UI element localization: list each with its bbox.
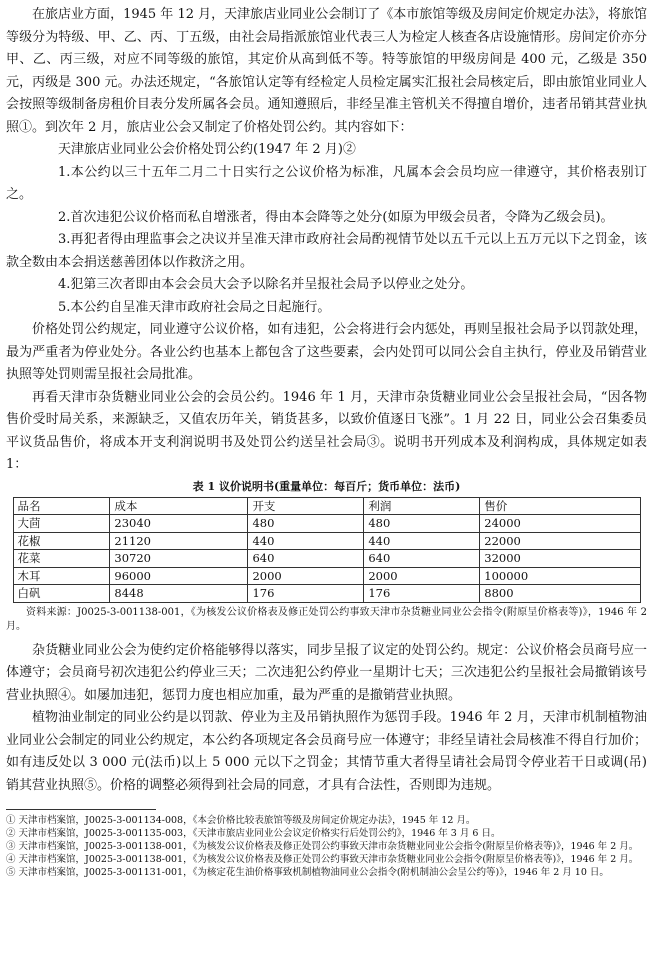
- table-cell: 440: [364, 532, 480, 550]
- paragraph-grocery-penalty: 杂货糖业同业公会为使约定价格能够得以落实，同步呈报了议定的处罚公约。规定：公议价格会员商号应一体遵守；会员商号初次违犯公约停业三天；二次违犯公约停业一星期计七天；三次违犯公约呈报社会局撤销该号营业执照④。如屡加违犯，惩罚力度也相应加重，最为严重的是撤销营业执照。: [6, 642, 647, 703]
- paragraph-hotel-rules: 在旅店业方面，1945 年 12 月，天津旅店业同业公会制订了《本市旅馆等级及房间定价规定办法》，将旅馆等级分为特级、甲、乙、丙、丁五级，由社会局指派旅馆业代表三人为检定人核查各店设施情形。房间定价亦分甲、乙、丙三级，对应不同等级的旅馆，其定价从高到低不等。特等旅馆的甲级房间是 400 元，乙级是 350 元，丙级是 300 元。办法还规定，“各旅馆认定等有经检定人员检定属实汇报社会局核定后，即由旅馆业同业人会按照等级制备房租价目表分发所属各会员。通知遵照后，非经呈准主管机关不得擅自增价，违者吊销其营业执照①。到次年 2 月，旅店业公会又制定了价格处罚公约。其内容如下：: [6, 7, 647, 135]
- table-cell: 96000: [110, 567, 248, 585]
- table-cell: 8448: [110, 585, 248, 603]
- paragraph-oil-guild: 植物油业制定的同业公约是以罚款、停业为主及吊销执照作为惩罚手段。1946 年 2 月，天津市机制植物油业同业公会制定的同业公约规定，本公约各项规定各会员商号应一体遵守；非经呈请社会局核准不得自行加价；如有违反处以 3 000 元(法币)以上 5 000 元以下之罚金；其情节重大者得呈请社会局罚令停业若干日或调(吊)销其营业执照⑤。价格的调整必须得到社会局的同意，才具有合法性，否则即为违规。: [6, 710, 647, 793]
- paragraph-grocery-guild: 再看天津市杂货糖业同业公会的会员公约。1946 年 1 月，天津市杂货糖业同业公会呈报社会局，“因各物售价受时局关系，来源缺乏，又值农历年关，销货甚多，以致价值逐日飞涨”。1 月 22 日，同业公会召集委员平议货品售价，将成本开支利润说明书及处罚公约送呈社会局③。说明书开列成本及利润构成，具体规定如表 1：: [6, 389, 647, 472]
- convention-item-5: 5.本公约自呈准天津市政府社会局之日起施行。: [58, 299, 331, 315]
- convention-item-4: 4.犯第三次者即由本会会员大会予以除名并呈报社会局予以停业之处分。: [58, 277, 474, 292]
- table-header-cell: 售价: [480, 497, 640, 515]
- table-cell: 640: [248, 550, 364, 568]
- table-cell: 480: [248, 515, 364, 533]
- table-caption: 表 1 议价说明书(重量单位：每百斤；货币单位：法币): [192, 479, 461, 493]
- table-row: [13, 550, 640, 568]
- table-cell: 花菜: [13, 550, 110, 568]
- footnote-divider: [6, 809, 156, 810]
- table-row: [13, 532, 640, 550]
- convention-item-1: 1.本公约以三十五年二月二十日实行之公议价格为标准，凡属本会会员均应一律遵守，其价格表别订之。: [6, 164, 647, 202]
- footnote: ① 天津市档案馆，J0025-3-001134-008，《本会价格比较表旅馆等级及房间定价规定办法》，1945 年 12 月。: [6, 815, 476, 826]
- table-cell: 32000: [480, 550, 640, 568]
- table-cell: 白矾: [13, 585, 110, 603]
- footnote: ② 天津市档案馆，J0025-3-001135-003，《天津市旅店业同业公会议定价格实行后处罚公约》，1946 年 3 月 6 日。: [6, 828, 501, 839]
- table-header-cell: 开支: [248, 497, 364, 515]
- table-header-cell: 成本: [110, 497, 248, 515]
- table-cell: 2000: [248, 567, 364, 585]
- footnote: ⑤ 天津市档案馆，J0025-3-001131-001，《为核定花生油价格事致机制植物油同业公会指令(附机制油公会呈公约等)》，1946 年 2 月 10 日。: [6, 867, 609, 878]
- table-cell: 176: [364, 585, 480, 603]
- table-cell: 花椒: [13, 532, 110, 550]
- footnote: ③ 天津市档案馆，J0025-3-001138-001，《为核发公议价格表及修正处罚公约事致天津市杂货糖业同业公会指令(附原呈价格表等)》，1946 年 2 月。: [6, 841, 639, 852]
- table-cell: 480: [364, 515, 480, 533]
- table-cell: 24000: [480, 515, 640, 533]
- table-cell: 440: [248, 532, 364, 550]
- table-cell: 22000: [480, 532, 640, 550]
- table-row: [13, 585, 640, 603]
- table-row: [13, 567, 640, 585]
- table-header-cell: 利润: [364, 497, 480, 515]
- convention-item-2: 2.首次违犯公议价格而私自增涨者，得由本会降等之处分(如原为甲级会员者，令降为乙级会员)。: [58, 209, 614, 225]
- table-row: [13, 515, 640, 533]
- table-header-row: [13, 497, 640, 515]
- table-cell: 176: [248, 585, 364, 603]
- table-cell: 30720: [110, 550, 248, 568]
- table-cell: 大茴: [13, 515, 110, 533]
- convention-item-3: 3.再犯者得由理监事会之决议并呈准天津市政府社会局酌视情节处以五千元以上五万元以下之罚金，该款全数由本会捐送慈善团体以作救济之用。: [6, 232, 647, 270]
- table-source-note: 资料来源：J0025-3-001138-001，《为核发公议价格表及修正处罚公约事致天津市杂货糖业同业公会指令(附原呈价格表等)》，1946 年 2 月。: [6, 606, 647, 632]
- table-cell: 8800: [480, 585, 640, 603]
- price-table: [13, 497, 641, 603]
- convention-title: 天津旅店业同业公会价格处罚公约(1947 年 2 月)②: [58, 142, 356, 157]
- table-cell: 2000: [364, 567, 480, 585]
- table-cell: 100000: [480, 567, 640, 585]
- footnote: ④ 天津市档案馆，J0025-3-001138-001，《为核发公议价格表及修正处罚公约事致天津市杂货糖业同业公会指令(附原呈价格表等)》，1946 年 2 月。: [6, 854, 639, 865]
- table-cell: 23040: [110, 515, 248, 533]
- paragraph-penalty-summary: 价格处罚公约规定，同业遵守公议价格，如有违犯，公会将进行会内惩处，再则呈报社会局予以罚款处理，最为严重者为停业处分。各业公约也基本上都包含了这些要素，会内处罚可以同公会自主执行，停业及吊销营业执照等处罚则需呈报社会局批准。: [6, 322, 647, 382]
- table-cell: 21120: [110, 532, 248, 550]
- table-cell: 640: [364, 550, 480, 568]
- table-cell: 木耳: [13, 567, 110, 585]
- table-header-cell: 品名: [13, 497, 110, 515]
